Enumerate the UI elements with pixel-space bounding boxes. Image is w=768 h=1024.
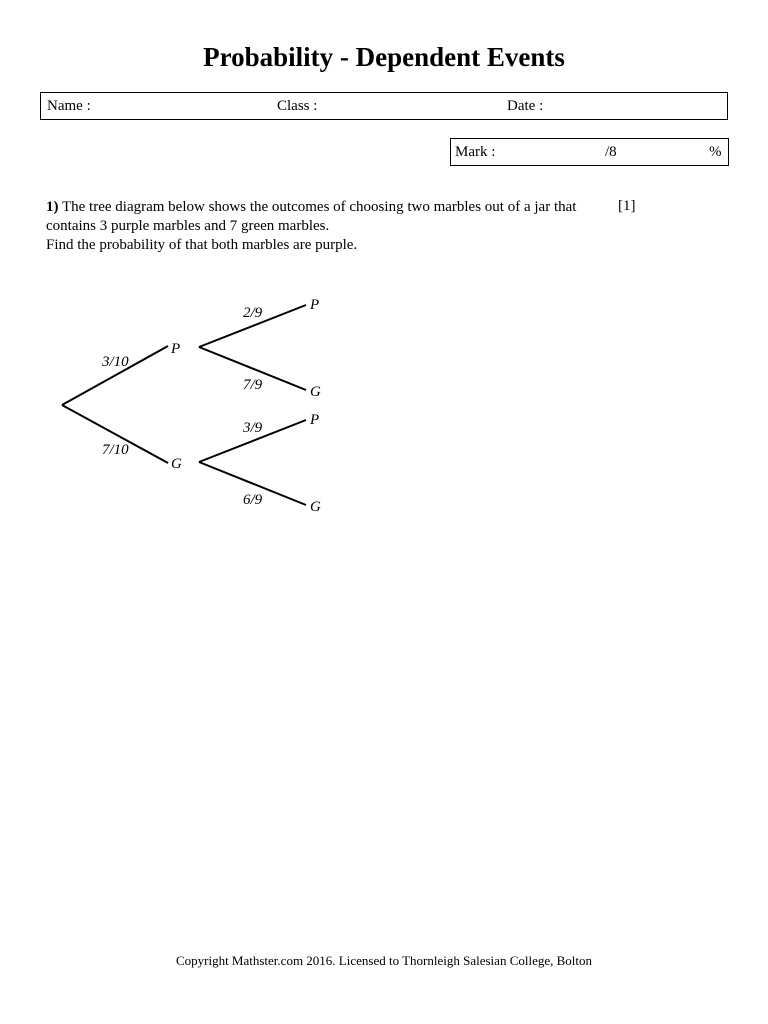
prob-after-p-p: 2/9 [243,305,263,321]
node-after-g-g: G [310,499,321,515]
prob-after-g-p: 3/9 [243,420,263,436]
date-label: Date : [507,98,544,114]
copyright-footer: Copyright Mathster.com 2016. Licensed to Thornleigh Salesian College, Bolton [175,953,593,968]
page-title: Probability - Dependent Events [203,42,565,72]
node-after-p-g: G [310,384,321,400]
question-line-3: Find the probability of that both marbles are purple. [46,237,358,253]
node-after-g-p: P [310,412,320,428]
prob-after-p-g: 7/9 [243,377,263,393]
tree-branches [62,305,306,505]
node-after-p-p: P [310,297,320,313]
question-marks: [1] [618,198,636,214]
prob-after-g-g: 6/9 [243,492,263,508]
question-line-2: contains 3 purple marbles and 7 green marbles. [46,218,330,234]
mark-total: /8 [605,144,617,160]
node-first-p: P [171,341,181,357]
name-label: Name : [47,98,91,114]
class-label: Class : [277,98,318,114]
question-number: 1) [46,199,59,215]
node-first-g: G [171,456,182,472]
prob-first-g: 7/10 [102,442,129,458]
question-line-1: The tree diagram below shows the outcomes of choosing two marbles out of a jar that [61,199,577,215]
prob-first-p: 3/10 [102,354,129,370]
mark-percent: % [709,144,722,160]
mark-label: Mark : [455,144,496,160]
